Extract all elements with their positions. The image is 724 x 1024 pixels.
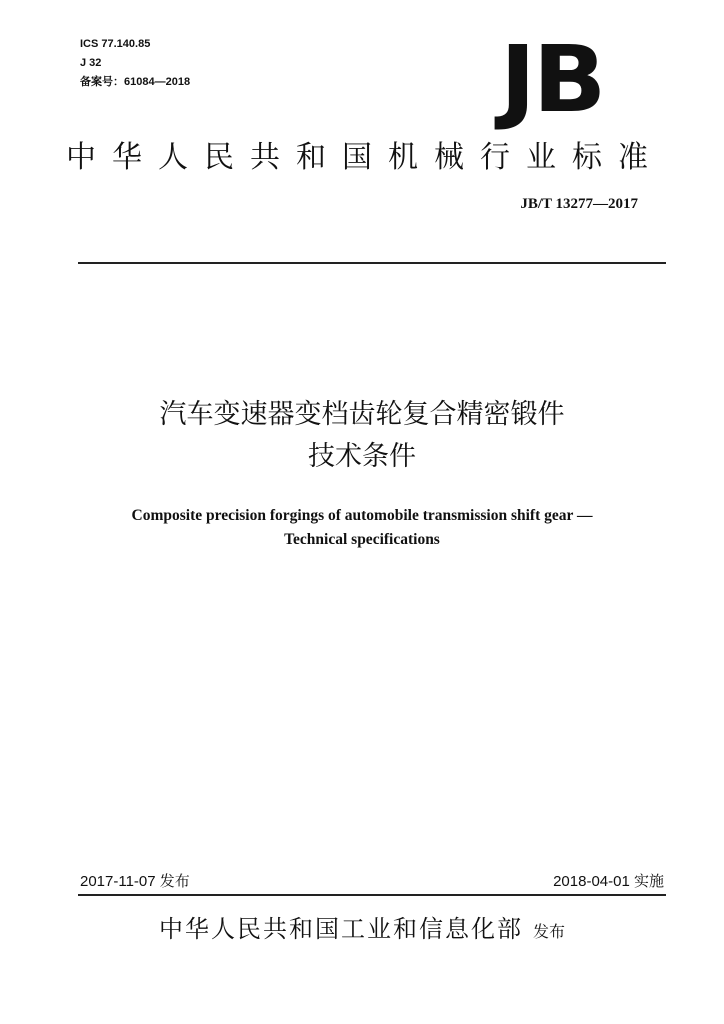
chinese-title-line-2: 技术条件 [308,441,416,472]
effective-date: 2018-04-01 实施 [553,873,664,890]
issuer [0,912,724,949]
standard-number: JB/T 13277—2017 [520,196,638,212]
english-title-line-1: Composite precision forgings of automobile transmission shift gear — [131,507,593,524]
header-divider [78,262,666,264]
english-title-line-2: Technical specifications [284,531,440,548]
issuer-suffix: 发布 [532,922,565,941]
chinese-title-line-1: 汽车变速器变档齿轮复合精密锻件 [159,399,565,430]
record-number: 备案号：61084—2018 [80,76,191,88]
ics-code: ICS 77.140.85 [80,38,151,50]
classification-code: J 32 [80,57,102,69]
industry-standard-title: 中华人民共和国机械行业标准 [66,140,664,175]
footer-divider [78,894,666,896]
publish-date: 2017-11-07 发布 [80,873,190,890]
issuer-name: 中华人民共和国工业和信息化部 [158,915,523,943]
jb-logo: JB [500,26,604,133]
